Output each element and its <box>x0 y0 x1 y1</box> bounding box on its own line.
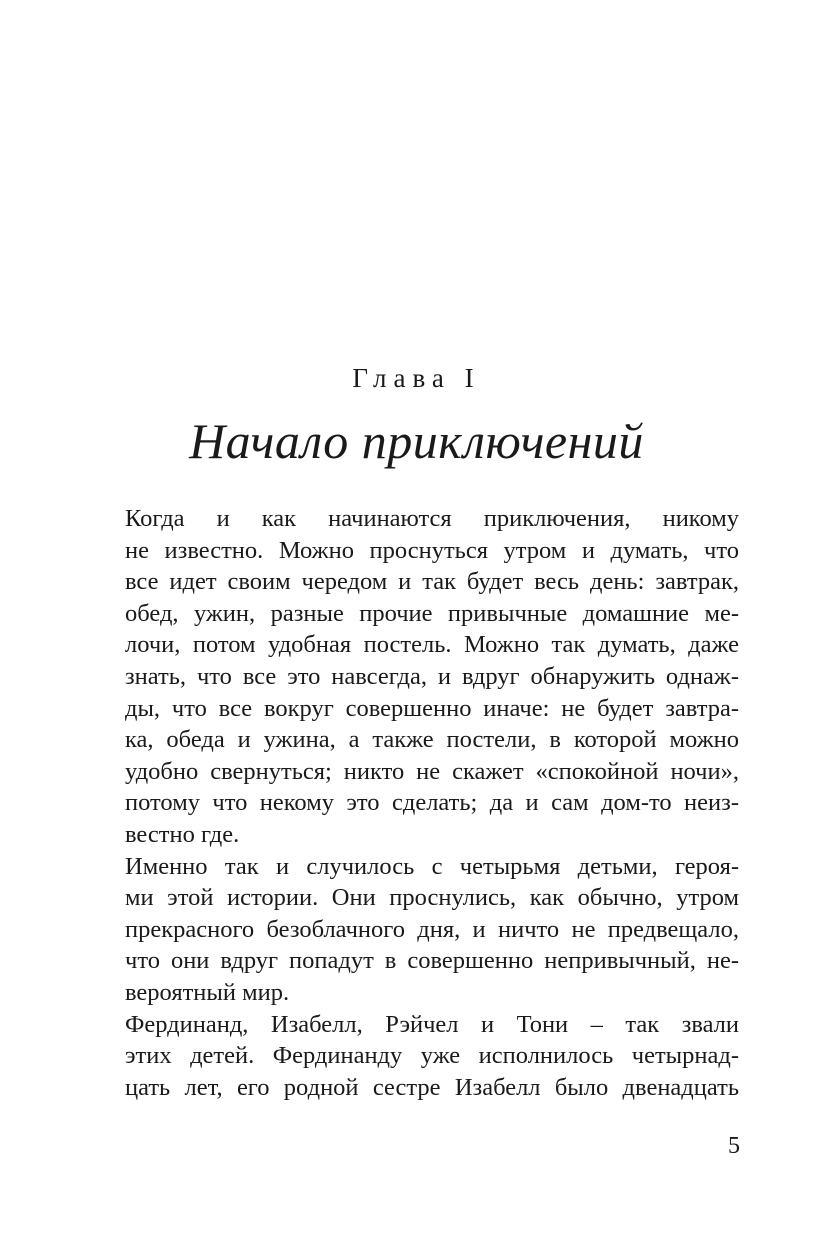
text-line: Именно так и случилось с четырьмя детьми, героя- <box>125 852 739 880</box>
text-line: Фердинанд, Изабелл, Рэйчел и Тони – так звали <box>125 1010 739 1038</box>
text-line: цать лет, его родной сестре Изабелл было двенадцать <box>125 1073 739 1101</box>
chapter-body <box>89 503 739 1103</box>
chapter-label: Глава I <box>352 363 481 393</box>
text-line: ка, обеда и ужина, а также постели, в которой можно <box>125 726 739 754</box>
text-line: не известно. Можно проснуться утром и думать, что <box>125 536 739 564</box>
paragraph <box>89 503 739 851</box>
text-line: знать, что все это навсегда, и вдруг обнаружить однаж- <box>125 662 739 690</box>
text-line: все идет своим чередом и так будет весь день: завтрак, <box>125 568 739 596</box>
chapter-title: Начало приключений <box>189 413 644 469</box>
paragraph <box>89 1009 739 1104</box>
text-line: ми этой истории. Они проснулись, как обычно, утром <box>125 884 739 912</box>
text-line: что они вдруг попадут в совершенно непривычный, не- <box>125 947 739 975</box>
text-line: Когда и как начинаются приключения, никому <box>125 505 739 532</box>
text-line: вероятный мир. <box>125 978 290 1006</box>
text-line: прекрасного безоблачного дня, и ничто не предвещало, <box>125 915 739 943</box>
text-line: этих детей. Фердинанду уже исполнилось четырнад- <box>125 1042 739 1070</box>
text-line: ды, что все вокруг совершенно иначе: не будет завтра- <box>125 694 739 722</box>
text-line: лочи, потом удобная постель. Можно так думать, даже <box>125 631 739 659</box>
text-line: потому что некому это сделать; да и сам дом-то неиз- <box>125 789 739 817</box>
page-number: 5 <box>728 1133 740 1159</box>
text-line: вестно где. <box>125 820 240 848</box>
paragraph <box>89 851 739 1009</box>
text-line: удобно свернуться; никто не скажет «спокойной ночи», <box>125 757 739 785</box>
text-line: обед, ужин, разные прочие привычные домашние ме- <box>125 599 739 627</box>
